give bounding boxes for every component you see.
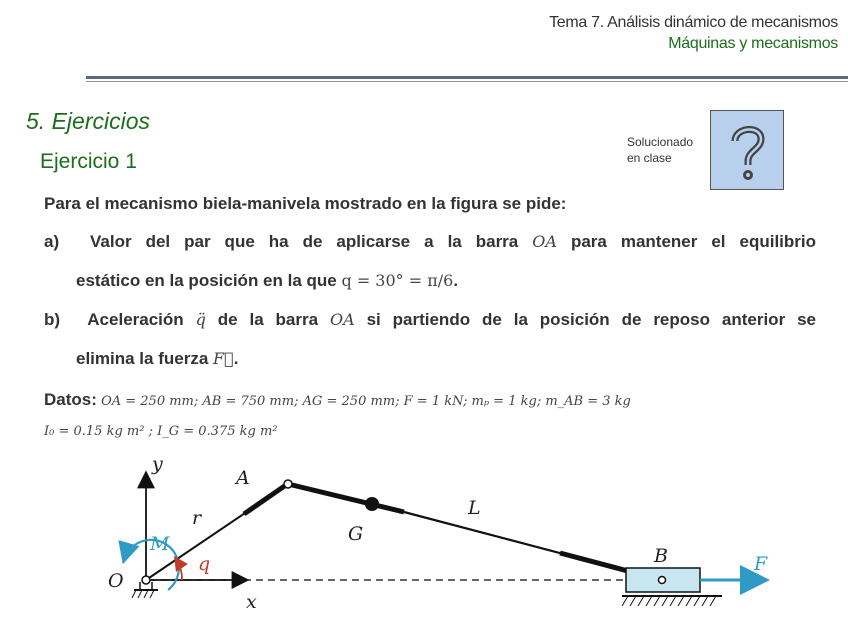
item-b-tail: si partiendo de la posición de reposo anterior se — [366, 310, 816, 329]
item-b-period: . — [233, 349, 239, 368]
item-a-text1: Valor del par que ha de aplicarse a la barra — [90, 232, 519, 251]
label-b: B — [654, 545, 668, 567]
item-b-text2: elimina la fuerza — [76, 349, 209, 368]
item-b-mid: de la barra — [217, 310, 319, 329]
label-o: O — [108, 570, 124, 592]
rod-bar-thick — [288, 484, 404, 512]
item-a-tail: para mantener el equilibrio — [570, 232, 817, 251]
label-g: G — [348, 523, 364, 545]
item-a-angle: q = 30° = π/6 — [341, 271, 454, 290]
header-rule-thin — [86, 81, 848, 82]
exercise-title: Ejercicio 1 — [40, 150, 137, 173]
joint-o — [142, 576, 150, 584]
slider-crank-figure — [0, 440, 848, 636]
label-y: y — [152, 453, 163, 475]
inertia-values: I₀ = 0.15 kg m² ; I_G = 0.375 kg m² — [44, 424, 278, 439]
exercise-intro: Para el mecanismo biela-manivela mostrado en la figura se pide: — [44, 194, 567, 213]
item-a-label: a) — [44, 232, 60, 251]
slider-ground — [622, 596, 722, 606]
item-b-force: F⃗ — [213, 349, 234, 368]
data-values: OA = 250 mm; AB = 750 mm; AG = 250 mm; F = 1 kN; mₚ = 1 kg; m_AB = 3 kg — [101, 394, 631, 409]
solved-note — [627, 134, 693, 166]
data-label: Datos: — [44, 390, 97, 409]
crank-bar-thick — [244, 485, 286, 514]
section-title: 5. Ejercicios — [26, 108, 150, 134]
label-l: L — [468, 497, 481, 519]
label-m: M — [150, 533, 170, 555]
label-x: x — [246, 591, 257, 613]
joint-b — [659, 577, 666, 584]
item-b-accel: q̈ — [195, 310, 206, 329]
item-b-bar: OA — [329, 310, 355, 329]
item-a-line2 — [76, 271, 458, 291]
item-b-line1 — [44, 310, 816, 330]
joint-a — [284, 480, 292, 488]
item-b-text1: Aceleración — [87, 310, 184, 329]
item-a-line1 — [44, 232, 816, 252]
label-f: F — [754, 553, 768, 575]
slide-header — [549, 14, 838, 53]
item-b-label: b) — [44, 310, 61, 329]
item-a-text2: estático en la posición en la que — [76, 271, 337, 290]
header-rule — [86, 76, 848, 79]
item-a-period: . — [453, 271, 459, 290]
course-name: Máquinas y mecanismos — [668, 35, 838, 52]
label-r: r — [192, 507, 202, 529]
label-a: A — [236, 467, 250, 489]
solved-line1: Solucionado — [627, 135, 694, 149]
label-q: q — [198, 553, 211, 575]
data-row — [44, 390, 631, 410]
center-of-gravity — [365, 497, 379, 511]
course-topic: Tema 7. Análisis dinámico de mecanismos — [549, 14, 838, 31]
question-mark-icon — [710, 110, 784, 190]
solved-line2: en clase — [627, 151, 672, 165]
item-a-bar: OA — [532, 232, 557, 251]
item-b-line2 — [76, 349, 238, 369]
